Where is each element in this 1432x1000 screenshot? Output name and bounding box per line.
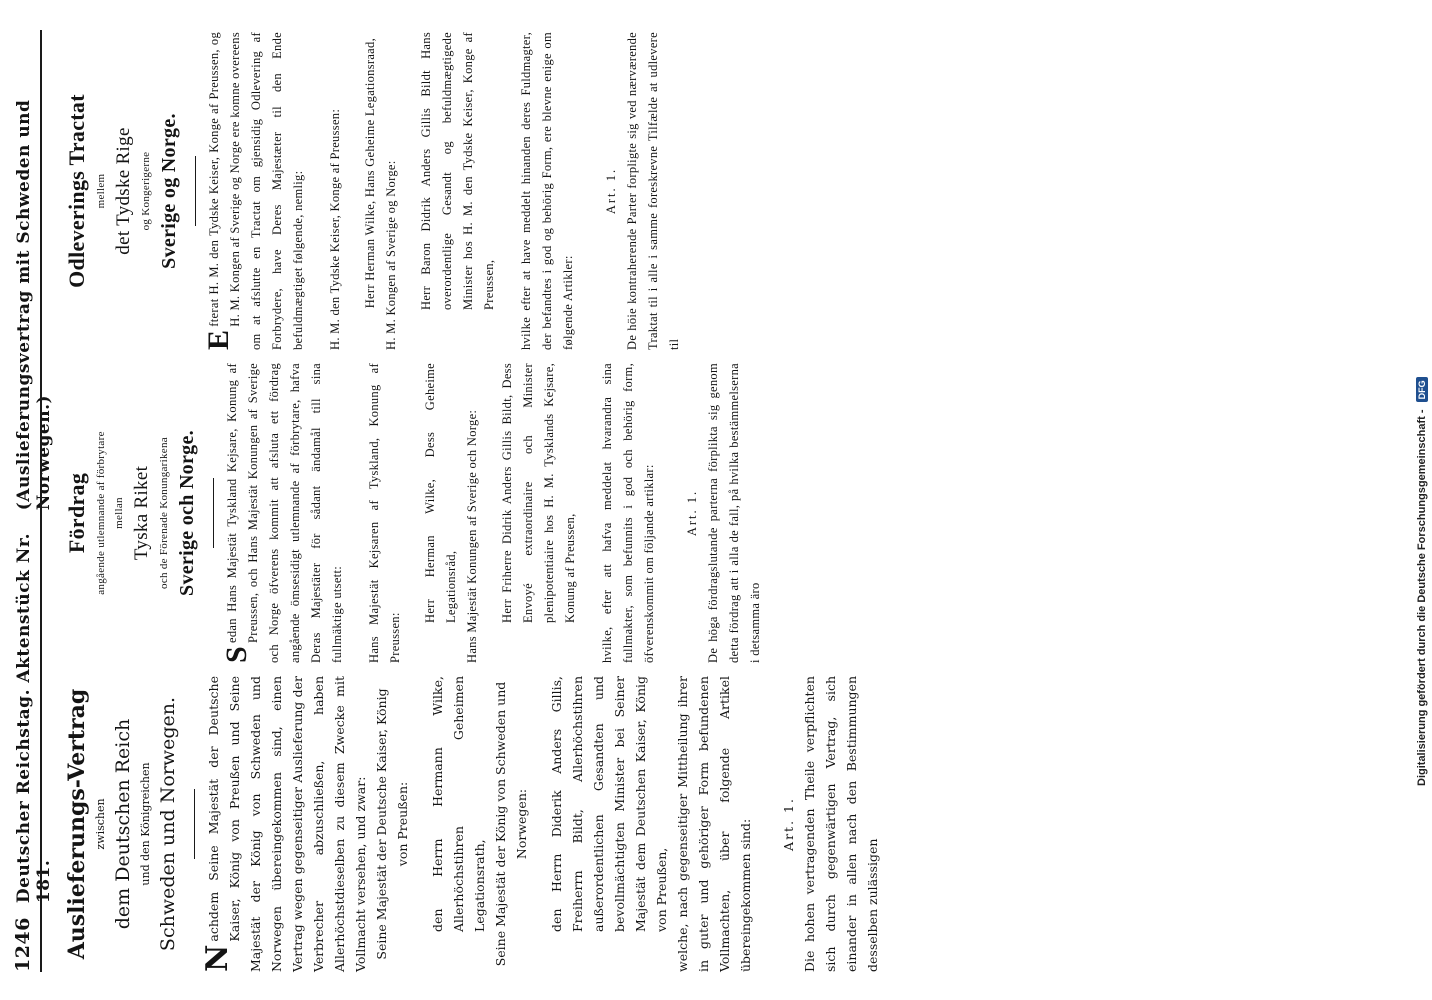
header-subject: (Auslieferungsvertrag mit Schweden und Norwegen.) xyxy=(14,99,54,511)
german-and: und den Königreichen xyxy=(139,762,152,886)
norwegian-party1: det Tydske Rige xyxy=(113,127,134,255)
norwegian-party2: Sverige og Norge. xyxy=(158,113,180,269)
norwegian-sovereign-2: H. M. Kongen af Sverige og Norge: xyxy=(384,160,398,350)
norwegian-between: mellem xyxy=(95,173,107,209)
swedish-preamble: Sedan Hans Majestät Tyskland Kejsare, Konung af Preussen, och Hans Majestät Konungen af Sverige och Norge öfverens kommit att afsluta ett fördrag angående ömsesidigt utlemnande af förbrytare, hafva Deras Majestäter för sådant ändamål till sina fullmäktige utsett: xyxy=(220,363,344,663)
german-title: Auslieferungs-Vertrag xyxy=(64,688,90,960)
german-separator xyxy=(194,789,195,859)
german-closing: welche, nach gegenseitiger Mittheilung ihrer in guter und gehöriger Form befundenen Vollmachten, über folgende Artikel übereingekommen sind: xyxy=(675,676,753,972)
swedish-column xyxy=(52,363,762,663)
german-party1: dem Deutschen Reich xyxy=(112,718,134,930)
swedish-subtitle: angående utlemnande af förbrytare xyxy=(95,431,107,595)
swedish-between: mellan xyxy=(113,497,125,529)
german-article-text: Die hohen vertragenden Theile verpflichten sich durch gegenwärtigen Vertrag, sich einander in allen nach den Bestimmungen desselben zulässigen xyxy=(802,676,880,972)
norwegian-article-heading: Art. 1. xyxy=(604,167,618,215)
german-delegate-1: den Herrn Hermann Wilke, Allerhöchstihren Geheimen Legationsrath, xyxy=(430,676,487,932)
swedish-party2: Sverige och Norge. xyxy=(176,430,198,596)
swedish-title: Fördrag xyxy=(64,472,89,554)
digitization-credit xyxy=(1406,16,1426,786)
german-between: zwischen xyxy=(94,798,107,850)
dfg-badge: DFG xyxy=(1416,377,1428,402)
swedish-party1: Tyska Riket xyxy=(131,465,152,561)
german-column xyxy=(52,676,880,972)
norwegian-preamble: Efterat H. M. den Tydske Keiser, Konge af Preussen, og H. M. Kongen af Sverige og Norge ere komne overeens om at afslutte en Tractat om gjensidig Odlevering af Forbrydere, have Deres Majestæter til den Ende befuldmægtiget følgende, nemlig: xyxy=(202,32,305,350)
german-party2: Schweden und Norwegen. xyxy=(157,696,179,952)
credit-text: Digitalisierung gefördert durch die Deutsche Forschungsgemeinschaft - xyxy=(1416,409,1428,786)
norwegian-article-text: De höie kontraherende Parter forpligte sig ved nærværende Traktat til i alle i samme foreskrevne Tilfælde at udlevere til xyxy=(625,32,681,350)
norwegian-delegate-1: Herr Herman Wilke, Hans Geheime Legationsraad, xyxy=(363,38,377,309)
swedish-delegate-1: Herr Herman Wilke, Dess Geheime Legationsråd, xyxy=(423,363,458,623)
german-sovereign-2: Seine Majestät der König von Schweden und Norwegen: xyxy=(493,681,529,967)
norwegian-column xyxy=(52,32,681,350)
running-header xyxy=(12,30,54,972)
swedish-sovereign-1: Hans Majestät Kejsaren af Tyskland, Konung af Preussen: xyxy=(367,363,402,663)
norwegian-title: Odleverings Tractat xyxy=(64,94,89,288)
swedish-and: och de Förenade Konungarikena xyxy=(158,437,170,589)
norwegian-and: og Kongerigerne xyxy=(140,151,152,231)
page-number: 1246 xyxy=(12,917,34,972)
norwegian-separator xyxy=(195,156,196,226)
norwegian-delegate-2: Herr Baron Didrik Anders Gillis Bildt Hans overordentlige Gesandt og befuldmægtigede Minister hos H. M. den Tydske Keiser, Konge af Preussen, xyxy=(419,32,496,310)
swedish-delegate-2: Herr Friherre Didrik Anders Gillis Bildt, Dess Envoyé extraordinaire och Minister plenipotentiaire hos H. M. Tysklands Kejsare, Konung af Preussen, xyxy=(500,363,577,623)
norwegian-closing: hvilke efter at have meddelt hinanden deres Fuldmagter, der befandtes i god og behörig Form, ere blevne enige om følgende Artikler: xyxy=(519,32,575,350)
german-sovereign-1: Seine Majestät der Deutsche Kaiser, König von Preußen: xyxy=(374,688,410,960)
swedish-sovereign-2: Hans Majestät Konungen af Sverige och Norge: xyxy=(465,409,479,663)
swedish-separator xyxy=(213,478,214,548)
header-rule xyxy=(40,30,42,972)
swedish-closing: hvilke, efter att hafva meddelat hvarandra sina fullmakter, som befunnits i god och behörig form, öfverenskommit om följande artiklar: xyxy=(600,363,656,663)
swedish-article-text: De höga fördragslutande parterna förplikta sig genom detta fördrag att i alla de fall, på hvilka bestämmelserna i detsamma äro xyxy=(706,363,762,663)
german-article-heading: Art. 1. xyxy=(781,797,796,851)
header-source: Deutscher Reichstag. Aktenstück Nr. 181. xyxy=(14,532,54,904)
german-preamble: Nachdem Seine Majestät der Deutsche Kaiser, König von Preußen und Seine Majestät der König von Schweden und Norwegen übereingekommen sind, einen Vertrag wegen gegenseitiger Auslieferung der Verbrecher abzuschließen, haben Allerhöchstdieselben zu diesem Zwecke mit Vollmacht versehen, und zwar: xyxy=(200,676,368,972)
norwegian-sovereign-1: H. M. den Tydske Keiser, Konge af Preussen: xyxy=(328,108,342,350)
german-delegate-2: den Herrn Diderik Anders Gillis, Freiherrn Bildt, Allerhöchstihren außerordentlichen Gesandten und bevollmächtigten Minister bei Seiner Majestät dem Deutschen Kaiser, König von Preußen, xyxy=(549,676,669,932)
swedish-article-heading: Art. 1. xyxy=(685,489,699,537)
